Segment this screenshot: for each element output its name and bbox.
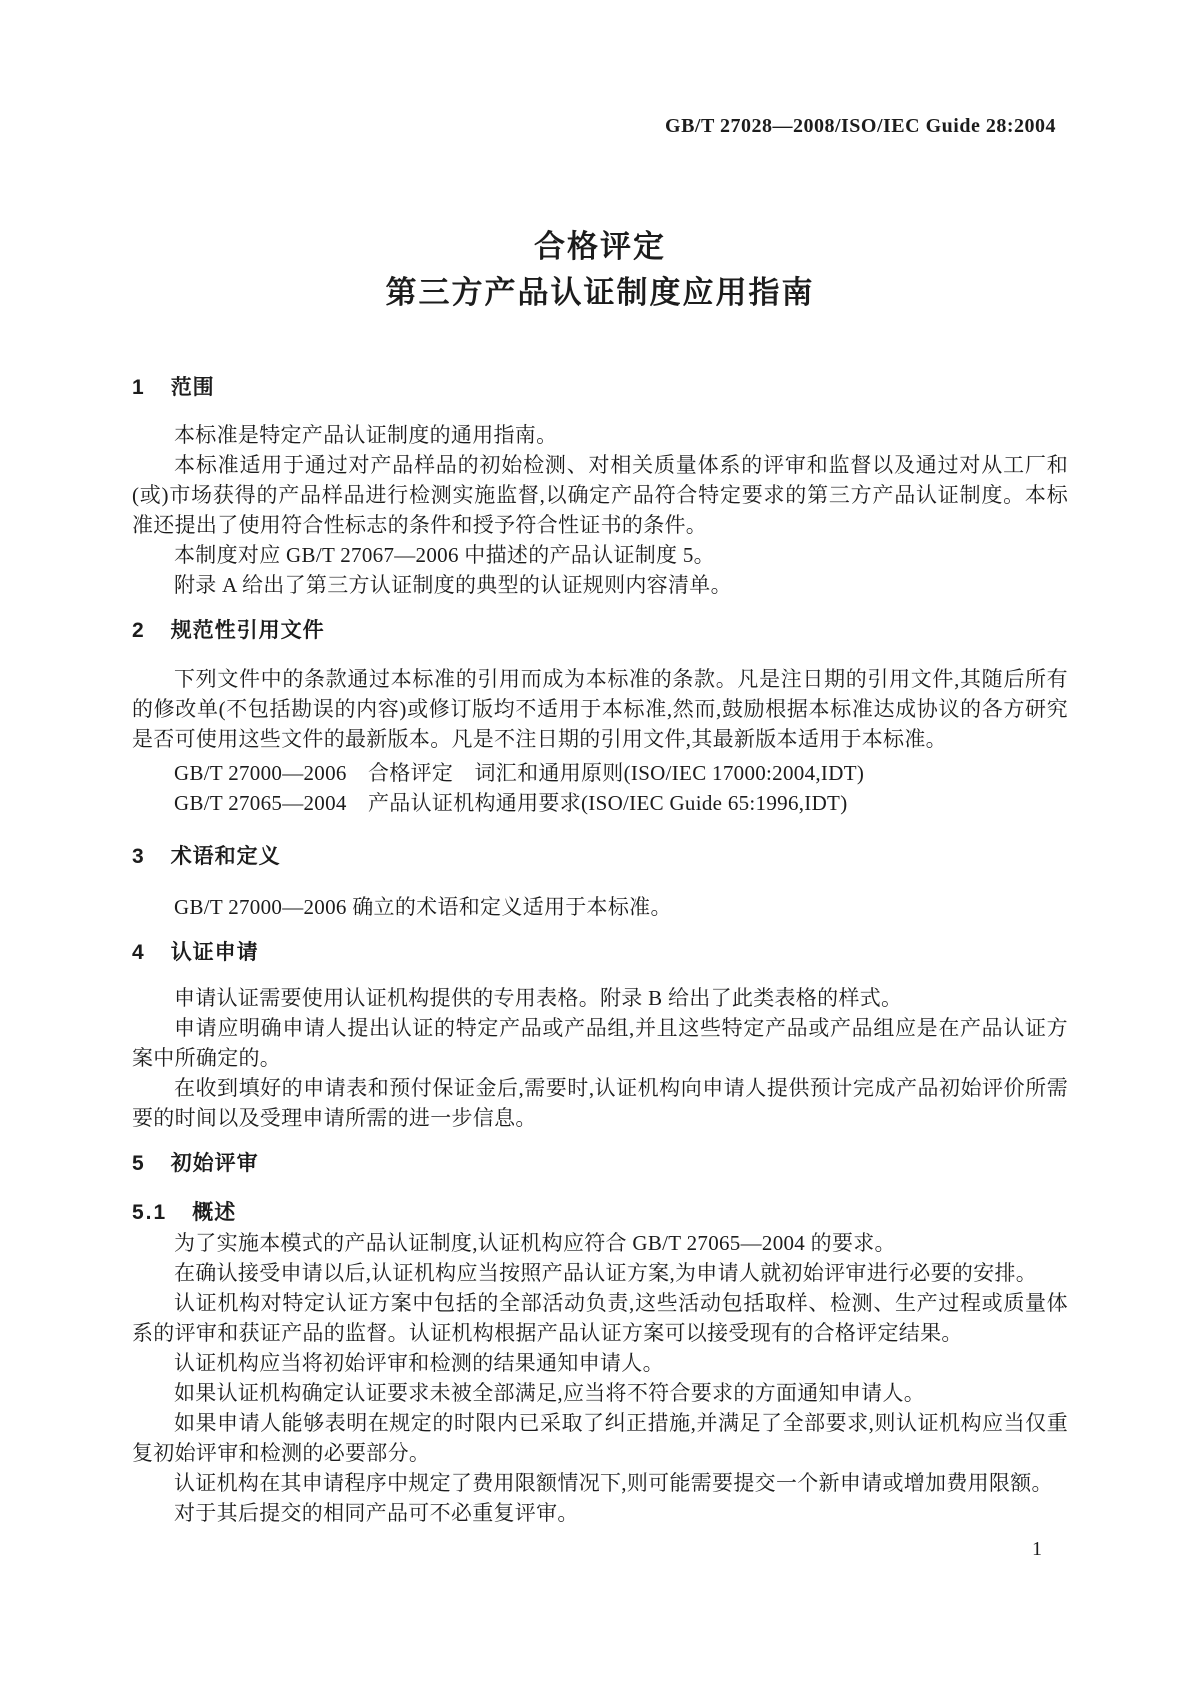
paragraph: 本标准适用于通过对产品样品的初始检测、对相关质量体系的评审和监督以及通过对从工厂和(或)市场获得的产品样品进行检测实施监督,以确定产品符合特定要求的第三方产品认证制度。本标准还提出了使用符合性标志的条件和授予符合性证书的条件。 (132, 453, 1068, 537)
paragraph: 如果认证机构确定认证要求未被全部满足,应当将不符合要求的方面通知申请人。 (174, 1381, 926, 1405)
section-number: 1 (132, 376, 146, 399)
subsection-5-1-overview (132, 1198, 1068, 1528)
section-title: 规范性引用文件 (170, 619, 325, 642)
page-number: 1 (1032, 1538, 1042, 1560)
section-number: 5 (132, 1152, 146, 1175)
paragraph: 在收到填好的申请表和预付保证金后,需要时,认证机构向申请人提供预计完成产品初始评价所需要的时间以及受理申请所需的进一步信息。 (132, 1076, 1068, 1130)
section-number: 3 (132, 845, 146, 868)
section-number: 4 (132, 941, 146, 964)
document-title (132, 224, 1068, 316)
paragraph: 为了实施本模式的产品认证制度,认证机构应符合 GB/T 27065—2004 的要求。 (174, 1231, 896, 1255)
paragraph: 申请认证需要使用认证机构提供的专用表格。附录 B 给出了此类表格的样式。 (174, 986, 903, 1010)
paragraph: 在确认接受申请以后,认证机构应当按照产品认证方案,为申请人就初始评审进行必要的安排。 (174, 1261, 1038, 1285)
paragraph: 下列文件中的条款通过本标准的引用而成为本标准的条款。凡是注日期的引用文件,其随后所有的修改单(不包括勘误的内容)或修订版均不适用于本标准,然而,鼓励根据本标准达成协议的各方研究是否可使用这些文件的最新版本。凡是不注日期的引用文件,其最新版本适用于本标准。 (132, 667, 1068, 751)
paragraph: 认证机构应当将初始评审和检测的结果通知申请人。 (174, 1351, 664, 1375)
paragraph: 认证机构在其申请程序中规定了费用限额情况下,则可能需要提交一个新申请或增加费用限额。 (174, 1471, 1053, 1495)
section-1-scope (132, 373, 1068, 600)
paragraph: 附录 A 给出了第三方认证制度的典型的认证规则内容清单。 (174, 573, 732, 597)
section-title: 范围 (170, 376, 215, 399)
section-1-heading (132, 373, 1068, 403)
reference-item: GB/T 27065—2004 产品认证机构通用要求(ISO/IEC Guide 65:1996,IDT) (174, 791, 848, 815)
reference-item: GB/T 27000—2006 合格评定 词汇和通用原则(ISO/IEC 17000:2004,IDT) (174, 761, 865, 785)
section-4-certification-application (132, 938, 1068, 1133)
paragraph: 申请应明确申请人提出认证的特定产品或产品组,并且这些特定产品或产品组应是在产品认证方案中所确定的。 (132, 1016, 1068, 1070)
document-title-line-2: 第三方产品认证制度应用指南 (385, 275, 815, 310)
section-3-heading (132, 842, 1068, 872)
paragraph: 对于其后提交的相同产品可不必重复评审。 (174, 1501, 579, 1525)
reference-list (132, 758, 1068, 818)
section-4-heading (132, 938, 1068, 968)
section-title: 术语和定义 (170, 845, 281, 868)
section-5-heading (132, 1149, 1068, 1179)
section-title: 初始评审 (170, 1152, 259, 1175)
paragraph: 如果申请人能够表明在规定的时限内已采取了纠正措施,并满足了全部要求,则认证机构应当仅重复初始评审和检测的必要部分。 (132, 1411, 1068, 1465)
subsection-5-1-heading (132, 1198, 1068, 1228)
paragraph: 认证机构对特定认证方案中包括的全部活动负责,这些活动包括取样、检测、生产过程或质量体系的评审和获证产品的监督。认证机构根据产品认证方案可以接受现有的合格评定结果。 (132, 1291, 1068, 1345)
paragraph: GB/T 27000—2006 确立的术语和定义适用于本标准。 (174, 895, 672, 919)
header-standard-code: GB/T 27028—2008/ISO/IEC Guide 28:2004 (665, 115, 1056, 137)
section-2-heading (132, 616, 1068, 646)
document-content (132, 0, 1068, 1562)
document-title-line-1: 合格评定 (534, 229, 666, 264)
section-title: 认证申请 (170, 941, 259, 964)
paragraph: 本制度对应 GB/T 27067—2006 中描述的产品认证制度 5。 (174, 543, 715, 567)
section-number: 2 (132, 619, 146, 642)
section-3-terms-definitions (132, 842, 1068, 922)
section-5-initial-review (132, 1149, 1068, 1528)
subsection-title: 概述 (192, 1201, 237, 1224)
subsection-number: 5.1 (132, 1201, 168, 1224)
section-2-normative-references (132, 616, 1068, 818)
paragraph: 本标准是特定产品认证制度的通用指南。 (174, 423, 558, 447)
